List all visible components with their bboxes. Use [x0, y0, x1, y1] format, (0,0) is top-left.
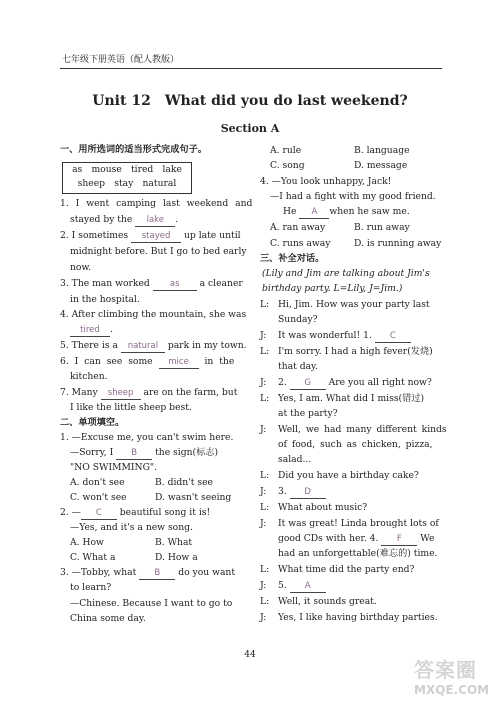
fill-item-text: 6. I can see some — [60, 356, 153, 367]
dialogue-text: Well, we had many different kinds — [278, 424, 447, 435]
dialogue-text: Well, it sounds great. — [278, 596, 377, 607]
speaker-label: L: — [260, 502, 270, 513]
fill-item — [60, 278, 243, 291]
speaker-label: J: — [260, 377, 267, 388]
mc-option[interactable]: C. song — [270, 160, 305, 171]
part1-heading: 一、用所选词的适当形式完成句子。 — [60, 144, 207, 155]
dialogue-text: Did you have a birthday cake? — [278, 470, 419, 481]
answer-blank[interactable]: as — [153, 278, 197, 291]
fill-item-text: midnight before. But I go to bed early — [70, 246, 247, 257]
fill-item-text: in the hospital. — [70, 294, 140, 305]
mc-stem — [60, 567, 235, 580]
mc-option[interactable]: B. didn't see — [155, 477, 213, 488]
fill-item — [60, 356, 234, 369]
part3-heading: 三、补全对话。 — [260, 253, 325, 264]
speaker-label: L: — [260, 564, 270, 575]
dialogue-text: 3. — [278, 486, 287, 497]
fill-item-text: park in my town. — [167, 340, 247, 351]
speaker-label: L: — [260, 596, 270, 607]
mc-stem — [283, 206, 410, 219]
mc-stem — [60, 507, 210, 520]
watermark-url: MXQE.COM — [414, 683, 490, 697]
part2-heading: 二、单项填空。 — [60, 417, 125, 428]
mc-stem: —Chinese. Because I want to go to — [70, 598, 233, 609]
dialogue-text: I'm sorry. I had a high fever(发烧) — [278, 346, 433, 357]
dialogue-text: Yes, I like having birthday parties. — [278, 612, 438, 623]
mc-stem-text: beautiful song it is! — [119, 507, 211, 518]
page-number: 44 — [244, 650, 256, 660]
watermark-logo — [414, 654, 494, 700]
word-box-row: as mouse tired lake — [72, 164, 182, 175]
dialogue-line — [278, 580, 326, 593]
fill-item-text: a cleaner — [199, 278, 243, 289]
mc-option[interactable]: A. don't see — [70, 477, 125, 488]
fill-item-text: . — [175, 214, 179, 225]
fill-item-text: 7. Many — [60, 387, 98, 398]
mc-option[interactable]: C. won't see — [70, 492, 127, 503]
fill-item — [60, 387, 237, 400]
mc-option[interactable]: D. is running away — [354, 238, 442, 249]
dialogue-text: 5. — [278, 580, 287, 591]
answer-blank[interactable]: C — [375, 330, 411, 343]
dialogue-line — [278, 330, 411, 343]
speaker-label: L: — [260, 393, 270, 404]
mc-option[interactable]: D. How a — [155, 552, 198, 563]
fill-item-text: are on the farm, but — [143, 387, 238, 398]
mc-option[interactable]: D. wasn't seeing — [155, 492, 232, 503]
answer-blank[interactable]: A — [299, 206, 329, 219]
answer-blank[interactable]: mice — [159, 356, 199, 369]
mc-option[interactable]: C. What a — [70, 552, 116, 563]
answer-blank[interactable]: natural — [121, 340, 165, 353]
section-title: Section A — [220, 122, 280, 135]
mc-stem: —I had a fight with my good friend. — [270, 191, 436, 202]
fill-item-text: in the — [204, 356, 235, 367]
mc-stem-text: —Sorry, I — [70, 447, 114, 458]
mc-stem-text: do you want — [178, 567, 236, 578]
mc-stem: 4. —You look unhappy, Jack! — [260, 176, 392, 187]
answer-blank[interactable]: C — [81, 507, 117, 520]
header-divider — [60, 68, 442, 69]
dialogue-text: Yes, I am. What did I miss(错过) — [278, 393, 425, 404]
dialogue-text: of food, such as chicken, pizza, — [278, 439, 433, 450]
answer-blank[interactable]: A — [290, 580, 326, 593]
watermark-text: 答案圈 — [414, 658, 477, 682]
dialogue-line — [278, 377, 432, 390]
fill-item — [70, 324, 113, 337]
mc-stem — [70, 447, 218, 460]
dialogue-text: Hi, Jim. How was your party last — [278, 299, 430, 310]
mc-stem: to learn? — [70, 582, 112, 593]
mc-option[interactable]: B. What — [155, 537, 193, 548]
dialogue-text: We — [420, 533, 435, 544]
fill-item — [60, 340, 247, 353]
speaker-label: J: — [260, 330, 267, 341]
dialogue-text: 2. — [278, 377, 287, 388]
answer-blank[interactable]: B — [116, 447, 152, 460]
dialogue-text: Are you all right now? — [328, 377, 432, 388]
answer-blank[interactable]: tired — [70, 324, 110, 337]
speaker-label: L: — [260, 470, 270, 481]
mc-stem-text: 2. — — [60, 507, 81, 518]
mc-stem: "NO SWIMMING". — [70, 462, 158, 473]
speaker-label: J: — [260, 424, 267, 435]
dialogue-text: Sunday? — [278, 314, 318, 325]
mc-stem-text: the sign(标志) — [155, 447, 219, 458]
fill-item-text: 5. There is a — [60, 340, 118, 351]
dialogue-text: What time did the party end? — [278, 564, 415, 575]
answer-blank[interactable]: G — [290, 377, 326, 390]
answer-blank[interactable]: F — [381, 533, 417, 546]
fill-item-text: now. — [70, 262, 92, 273]
speaker-label: J: — [260, 518, 267, 529]
answer-blank[interactable]: B — [139, 567, 175, 580]
fill-item-text: 1. I went camping last weekend and — [60, 198, 253, 209]
mc-option[interactable]: C. runs away — [270, 238, 331, 249]
speaker-label: J: — [260, 486, 267, 497]
speaker-label: L: — [260, 299, 270, 310]
word-box — [62, 162, 192, 194]
mc-stem: China some day. — [70, 613, 146, 624]
dialogue-text: that day. — [278, 361, 318, 372]
answer-blank[interactable]: D — [290, 486, 326, 499]
mc-stem: —Yes, and it's a new song. — [70, 522, 193, 533]
dialogue-line — [278, 486, 326, 499]
dialogue-text: good CDs with her. 4. — [278, 533, 379, 544]
mc-option[interactable]: A. rule — [270, 145, 302, 156]
mc-stem: 1. —Excuse me, you can't swim here. — [60, 432, 234, 443]
mc-option[interactable]: B. run away — [354, 222, 410, 233]
answer-blank[interactable]: stayed — [131, 230, 181, 243]
mc-option[interactable]: D. message — [354, 160, 408, 171]
word-box-row: sheep stay natural — [77, 178, 177, 189]
mc-stem-text: 3. —Tobby, what — [60, 567, 137, 578]
dialogue-text: It was great! Linda brought lots of — [278, 518, 439, 529]
dialogue-intro: birthday party. L=Lily, J=Jim.) — [262, 283, 403, 294]
fill-item — [70, 214, 178, 227]
mc-stem-text: when he saw me. — [329, 206, 410, 217]
fill-item-text: 3. The man worked — [60, 278, 150, 289]
fill-item-text: stayed by the — [70, 214, 133, 225]
dialogue-text: salad... — [278, 454, 312, 465]
speaker-label: J: — [260, 612, 267, 623]
answer-blank[interactable]: lake — [135, 214, 175, 227]
answer-blank[interactable]: sheep — [101, 387, 141, 400]
fill-item-text: 2. I sometimes — [60, 230, 129, 241]
fill-item-text: I like the little sheep best. — [70, 402, 192, 413]
speaker-label: L: — [260, 346, 270, 357]
speaker-label: J: — [260, 580, 267, 591]
dialogue-text: at the party? — [278, 408, 338, 419]
fill-item-text: . — [110, 324, 113, 335]
dialogue-text: What about music? — [278, 502, 368, 513]
mc-stem-text: He — [283, 206, 297, 217]
mc-option[interactable]: A. ran away — [270, 222, 326, 233]
fill-item-text: up late until — [183, 230, 241, 241]
dialogue-intro: (Lily and Jim are talking about Jim's — [262, 268, 430, 279]
book-header: 七年级下册英语（配人教版） — [62, 55, 180, 65]
fill-item-text: 4. After climbing the mountain, she was — [60, 309, 247, 320]
dialogue-line — [278, 533, 434, 546]
fill-item — [60, 230, 241, 243]
dialogue-text: It was wonderful! 1. — [278, 330, 372, 341]
unit-title: Unit 12 What did you do last weekend? — [92, 93, 408, 109]
dialogue-text: had an unforgettable(难忘的) time. — [278, 548, 438, 559]
fill-item-text: kitchen. — [70, 371, 108, 382]
mc-option[interactable]: A. How — [70, 537, 104, 548]
mc-option[interactable]: B. language — [354, 145, 410, 156]
